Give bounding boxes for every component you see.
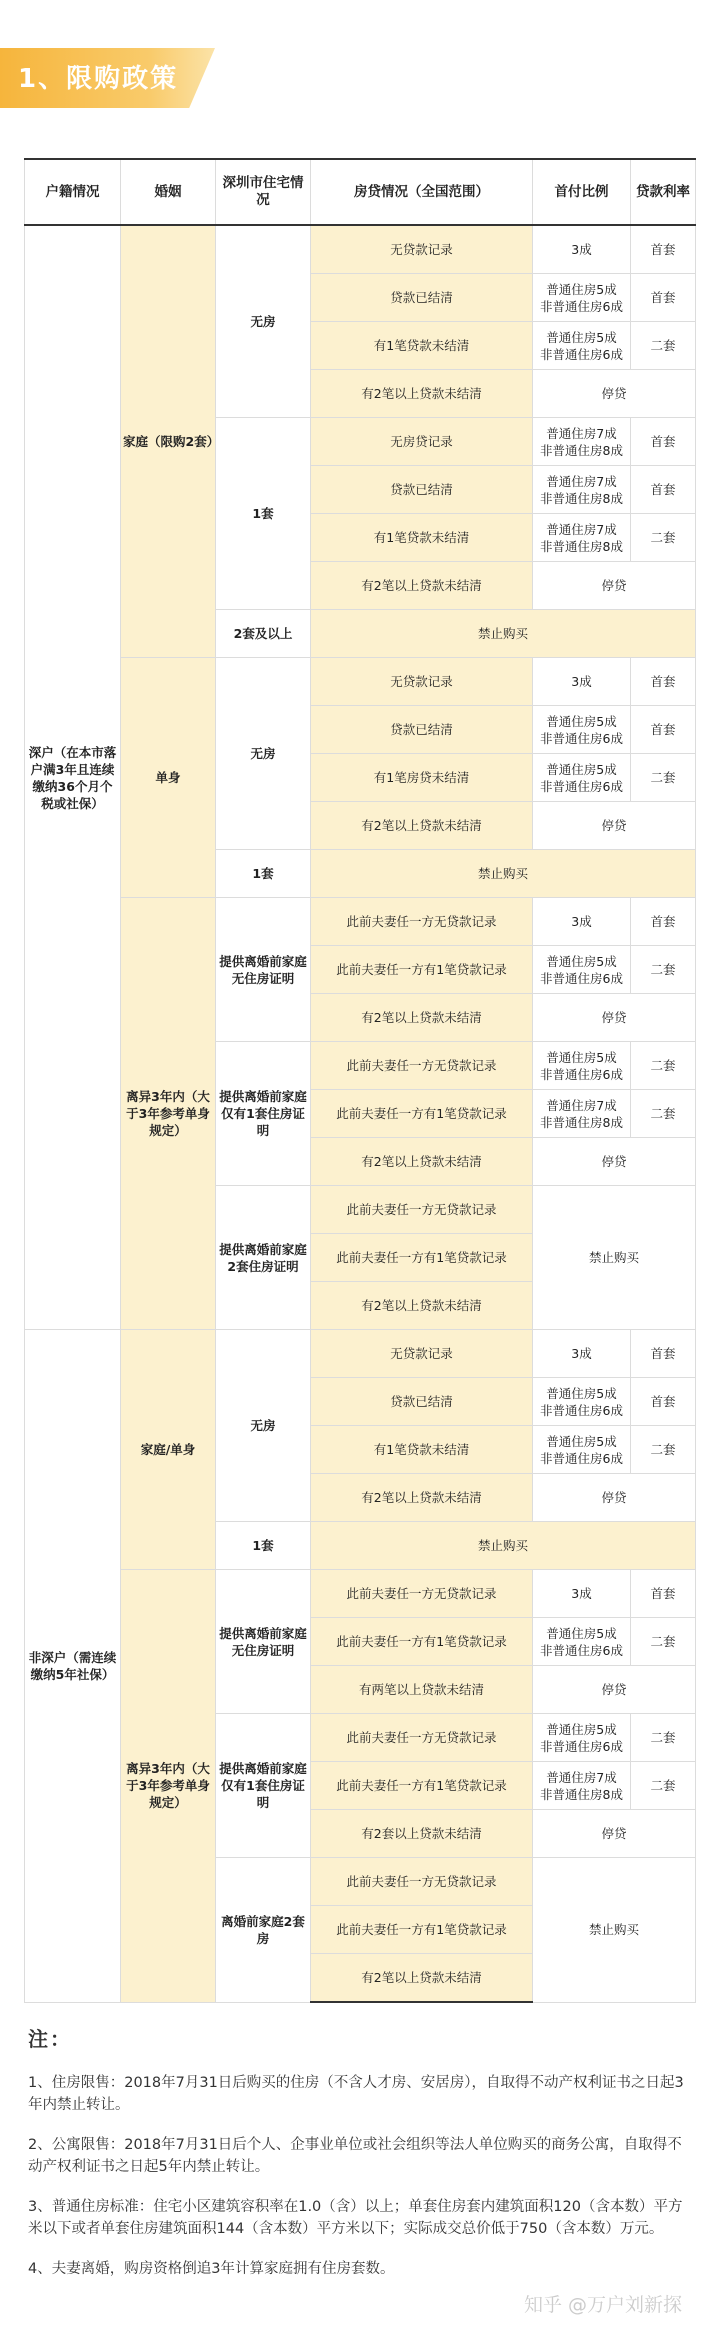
loan-status: 有2笔以上贷款未结清 — [311, 1954, 533, 2003]
header-down-payment: 首付比例 — [533, 159, 631, 225]
down-payment: 3成 — [533, 1570, 631, 1618]
housing-one: 1套 — [216, 418, 311, 610]
header-hukou: 户籍情况 — [25, 159, 121, 225]
loan-status: 有2套以上贷款未结清 — [311, 1810, 533, 1858]
loan-status: 有2笔以上贷款未结清 — [311, 562, 533, 610]
loan-rate: 二套 — [631, 946, 696, 994]
down-payment: 3成 — [533, 225, 631, 274]
down-payment: 普通住房5成 非普通住房6成 — [533, 754, 631, 802]
down-payment: 普通住房5成 非普通住房6成 — [533, 1714, 631, 1762]
housing-proof-none: 提供离婚前家庭无住房证明 — [216, 1570, 311, 1714]
loan-status: 有1笔房贷未结清 — [311, 754, 533, 802]
loan-rate: 二套 — [631, 1762, 696, 1810]
loan-status: 此前夫妻任一方有1笔贷款记录 — [311, 1234, 533, 1282]
loan-rate: 首套 — [631, 225, 696, 274]
loan-status: 无贷款记录 — [311, 658, 533, 706]
loan-status: 此前夫妻任一方无贷款记录 — [311, 1714, 533, 1762]
hukou-non-shenzhen: 非深户（需连续缴纳5年社保） — [25, 1330, 121, 2003]
loan-rate: 首套 — [631, 466, 696, 514]
loan-rate: 首套 — [631, 1330, 696, 1378]
down-payment: 停贷 — [533, 802, 696, 850]
loan-status: 有2笔以上贷款未结清 — [311, 1138, 533, 1186]
marriage-divorced: 离异3年内（大于3年参考单身规定） — [121, 1570, 216, 2003]
header-loan-status: 房贷情况（全国范围） — [311, 159, 533, 225]
loan-status: 贷款已结清 — [311, 466, 533, 514]
loan-rate: 二套 — [631, 1714, 696, 1762]
note-item: 3、普通住房标准：住宅小区建筑容积率在1.0（含）以上；单套住房套内建筑面积120（含本数）平方米以下或者单套住房建筑面积144（含本数）平方米以下；实际成交总价低于750（含本数）万元。 — [28, 2199, 683, 2237]
housing-proof-one: 提供离婚前家庭仅有1套住房证明 — [216, 1714, 311, 1858]
loan-status: 此前夫妻任一方无贷款记录 — [311, 1186, 533, 1234]
housing-one: 1套 — [216, 850, 311, 898]
loan-status: 有1笔贷款未结清 — [311, 1426, 533, 1474]
down-payment: 普通住房7成 非普通住房8成 — [533, 1762, 631, 1810]
header-marriage: 婚姻 — [121, 159, 216, 225]
down-payment: 普通住房5成 非普通住房6成 — [533, 1042, 631, 1090]
loan-status: 此前夫妻任一方有1笔贷款记录 — [311, 946, 533, 994]
down-payment: 普通住房5成 非普通住房6成 — [533, 706, 631, 754]
header-sz-housing: 深圳市住宅情况 — [216, 159, 311, 225]
notes-section — [28, 2028, 692, 2298]
down-payment: 3成 — [533, 658, 631, 706]
loan-status: 无贷款记录 — [311, 225, 533, 274]
ban-purchase: 禁止购买 — [311, 1522, 696, 1570]
header-loan-rate: 贷款利率 — [631, 159, 696, 225]
loan-status: 此前夫妻任一方无贷款记录 — [311, 1858, 533, 1906]
housing-proof-one: 提供离婚前家庭仅有1套住房证明 — [216, 1042, 311, 1186]
loan-rate: 二套 — [631, 754, 696, 802]
loan-status: 贷款已结清 — [311, 274, 533, 322]
housing-proof-none: 提供离婚前家庭无住房证明 — [216, 898, 311, 1042]
down-payment: 停贷 — [533, 562, 696, 610]
down-payment: 停贷 — [533, 1666, 696, 1714]
down-payment: 3成 — [533, 1330, 631, 1378]
down-payment: 普通住房7成 非普通住房8成 — [533, 514, 631, 562]
purchase-restriction-table — [24, 158, 696, 2003]
down-payment: 停贷 — [533, 1474, 696, 1522]
ban-purchase: 禁止购买 — [311, 610, 696, 658]
down-payment: 普通住房5成 非普通住房6成 — [533, 1426, 631, 1474]
down-payment: 普通住房5成 非普通住房6成 — [533, 274, 631, 322]
down-payment: 3成 — [533, 898, 631, 946]
watermark: 知乎 @万户刘新探 — [523, 2294, 682, 2316]
note-item: 4、夫妻离婚，购房资格倒追3年计算家庭拥有住房套数。 — [28, 2261, 395, 2277]
down-payment: 普通住房7成 非普通住房8成 — [533, 466, 631, 514]
marriage-single: 单身 — [121, 658, 216, 898]
loan-rate: 首套 — [631, 898, 696, 946]
loan-rate: 首套 — [631, 274, 696, 322]
housing-none: 无房 — [216, 225, 311, 418]
housing-proof-two: 提供离婚前家庭2套住房证明 — [216, 1186, 311, 1330]
loan-status: 无房贷记录 — [311, 418, 533, 466]
down-payment: 普通住房5成 非普通住房6成 — [533, 946, 631, 994]
housing-divorce-two: 离婚前家庭2套房 — [216, 1858, 311, 2003]
loan-status: 此前夫妻任一方有1笔贷款记录 — [311, 1090, 533, 1138]
loan-status: 无贷款记录 — [311, 1330, 533, 1378]
housing-one: 1套 — [216, 1522, 311, 1570]
loan-status: 有2笔以上贷款未结清 — [311, 994, 533, 1042]
section-title: 1、限购政策 — [18, 64, 179, 94]
loan-status: 有1笔贷款未结清 — [311, 514, 533, 562]
loan-status: 此前夫妻任一方无贷款记录 — [311, 1042, 533, 1090]
housing-none: 无房 — [216, 1330, 311, 1522]
loan-status: 此前夫妻任一方有1笔贷款记录 — [311, 1762, 533, 1810]
ban-purchase: 禁止购买 — [311, 850, 696, 898]
loan-rate: 首套 — [631, 1378, 696, 1426]
loan-status: 有两笔以上贷款未结清 — [311, 1666, 533, 1714]
loan-rate: 二套 — [631, 514, 696, 562]
loan-status: 有2笔以上贷款未结清 — [311, 1282, 533, 1330]
loan-status: 有2笔以上贷款未结清 — [311, 370, 533, 418]
loan-status: 贷款已结清 — [311, 1378, 533, 1426]
loan-status: 此前夫妻任一方无贷款记录 — [311, 1570, 533, 1618]
loan-status: 有1笔贷款未结清 — [311, 322, 533, 370]
loan-rate: 二套 — [631, 1090, 696, 1138]
loan-status: 有2笔以上贷款未结清 — [311, 802, 533, 850]
down-payment: 普通住房5成 非普通住房6成 — [533, 1618, 631, 1666]
loan-status: 此前夫妻任一方无贷款记录 — [311, 898, 533, 946]
table-row — [25, 225, 696, 274]
marriage-family-single: 家庭/单身 — [121, 1330, 216, 1570]
table-row — [25, 1330, 696, 1378]
note-item: 1、住房限售：2018年7月31日后购买的住房（不含人才房、安居房），自取得不动产权利证书之日起3年内禁止转让。 — [28, 2075, 684, 2113]
down-payment: 普通住房7成 非普通住房8成 — [533, 1090, 631, 1138]
loan-rate: 二套 — [631, 1042, 696, 1090]
housing-two-plus: 2套及以上 — [216, 610, 311, 658]
loan-rate: 首套 — [631, 706, 696, 754]
down-payment: 普通住房5成 非普通住房6成 — [533, 322, 631, 370]
loan-rate: 二套 — [631, 322, 696, 370]
ban-purchase: 禁止购买 — [533, 1858, 696, 2003]
loan-rate: 首套 — [631, 418, 696, 466]
marriage-divorced: 离异3年内（大于3年参考单身规定） — [121, 898, 216, 1330]
note-item: 2、公寓限售：2018年7月31日后个人、企事业单位或社会组织等法人单位购买的商务公寓，自取得不动产权利证书之日起5年内禁止转让。 — [28, 2137, 682, 2175]
loan-rate: 首套 — [631, 1570, 696, 1618]
loan-status: 此前夫妻任一方有1笔贷款记录 — [311, 1906, 533, 1954]
notes-title: 注： — [28, 2027, 72, 2051]
down-payment: 普通住房5成 非普通住房6成 — [533, 1378, 631, 1426]
ban-purchase: 禁止购买 — [533, 1186, 696, 1330]
loan-status: 贷款已结清 — [311, 706, 533, 754]
loan-rate: 二套 — [631, 1618, 696, 1666]
housing-none: 无房 — [216, 658, 311, 850]
loan-status: 有2笔以上贷款未结清 — [311, 1474, 533, 1522]
down-payment: 停贷 — [533, 1810, 696, 1858]
table-row — [25, 1570, 696, 1618]
loan-rate: 二套 — [631, 1426, 696, 1474]
table-row — [25, 898, 696, 946]
down-payment: 普通住房7成 非普通住房8成 — [533, 418, 631, 466]
loan-status: 此前夫妻任一方有1笔贷款记录 — [311, 1618, 533, 1666]
hukou-shenzhen: 深户（在本市落户满3年且连续缴纳36个月个税或社保） — [25, 225, 121, 1330]
policy-table-wrapper — [24, 158, 695, 2003]
down-payment: 停贷 — [533, 1138, 696, 1186]
marriage-family: 家庭（限购2套） — [121, 225, 216, 658]
down-payment: 停贷 — [533, 370, 696, 418]
table-row — [25, 658, 696, 706]
loan-rate: 首套 — [631, 658, 696, 706]
down-payment: 停贷 — [533, 994, 696, 1042]
table-header-row — [25, 159, 696, 225]
